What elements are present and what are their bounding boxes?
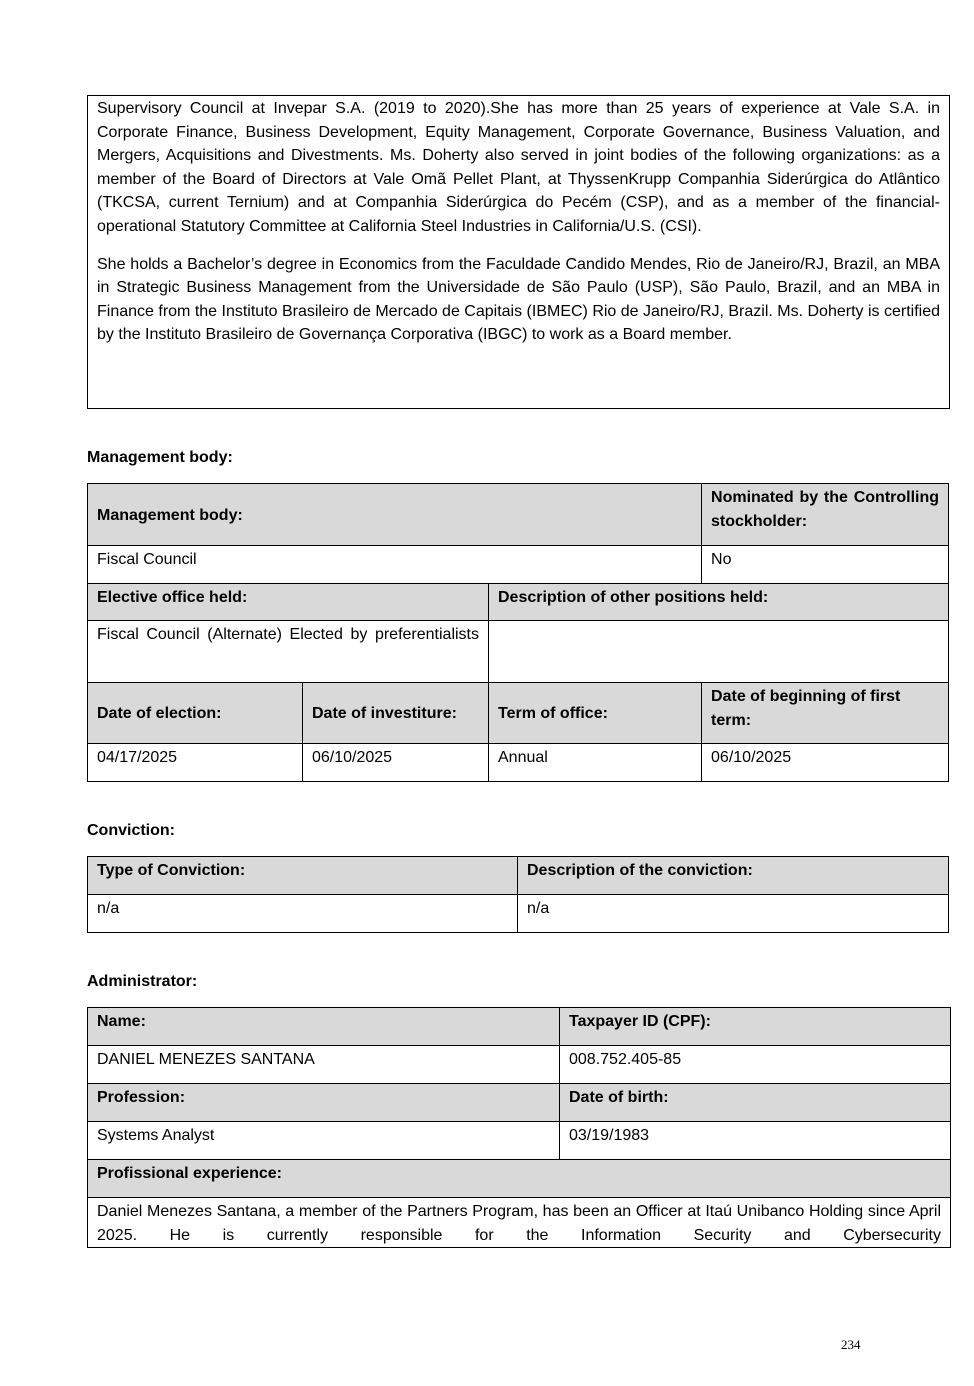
experience-label: Profissional experience:	[88, 1160, 951, 1198]
table-row	[88, 546, 949, 584]
administrator-section-title: Administrator:	[87, 973, 198, 990]
conviction-description-label: Description of the conviction:	[518, 857, 949, 895]
investiture-date-label: Date of investiture:	[303, 683, 489, 744]
biography-paragraph-2: She holds a Bachelor’s degree in Economics from the Faculdade Candido Mendes, Rio de Janeiro/RJ, Brazil, an MBA in Strategic Business Management from the Universidade de São Paulo (USP), São Paulo, Brazil, and an MBA in Finance from the Instituto Brasileiro de Mercado de Capitais (IBMEC) Rio de Janeiro/RJ, Brazil. Ms. Doherty is certified by the Instituto Brasileiro de Governança Corporativa (IBGC) to work as a Board member.	[97, 255, 940, 344]
other-positions-value	[489, 621, 949, 683]
birth-date-value: 03/19/1983	[560, 1122, 951, 1160]
experience-value: Daniel Menezes Santana, a member of the Partners Program, has been an Officer at Itaú Unibanco Holding since April 2025. He is currently responsible for the Information Security and Cybersecurity	[88, 1198, 951, 1248]
table-row	[88, 484, 949, 546]
management-body-value: Fiscal Council	[88, 546, 702, 584]
other-positions-label: Description of other positions held:	[489, 584, 949, 621]
table-row	[88, 1198, 951, 1248]
name-label: Name:	[88, 1008, 560, 1046]
first-term-value: 06/10/2025	[702, 744, 949, 782]
profession-label: Profession:	[88, 1084, 560, 1122]
conviction-table	[87, 856, 949, 933]
investiture-date-value: 06/10/2025	[303, 744, 489, 782]
cpf-value: 008.752.405-85	[560, 1046, 951, 1084]
election-date-value: 04/17/2025	[88, 744, 303, 782]
table-row	[88, 1160, 951, 1198]
table-row	[88, 1046, 951, 1084]
administrator-table	[87, 1007, 951, 1248]
profession-value: Systems Analyst	[88, 1122, 560, 1160]
biography-box	[87, 95, 950, 409]
name-value: DANIEL MENEZES SANTANA	[88, 1046, 560, 1084]
biography-paragraph-1: Supervisory Council at Invepar S.A. (2019 to 2020).She has more than 25 years of experience at Vale S.A. in Corporate Finance, Business Development, Equity Management, Corporate Governance, Business Valuation, and Mergers, Acquisitions and Divestments. Ms. Doherty also served in joint bodies of the following organizations: as a member of the Board of Directors at Vale Omã Pellet Plant, at ThyssenKrupp Companhia Siderúrgica do Atlântico (TKCSA, current Ternium) and at Companhia Siderúrgica do Pecém (CSP), and as a member of the financial-operational Statutory Committee at California Steel Industries in California/U.S. (CSI).	[97, 100, 940, 235]
conviction-type-value: n/a	[88, 895, 518, 933]
term-label: Term of office:	[489, 683, 702, 744]
conviction-section-title: Conviction:	[87, 822, 175, 839]
election-date-label: Date of election:	[88, 683, 303, 744]
table-row	[88, 1008, 951, 1046]
conviction-description-value: n/a	[518, 895, 949, 933]
nominated-value: No	[702, 546, 949, 584]
table-row	[88, 1084, 951, 1122]
table-row	[88, 1122, 951, 1160]
page-number: 234	[841, 1337, 861, 1352]
table-row	[88, 744, 949, 782]
table-row	[88, 621, 949, 683]
management-table	[87, 483, 949, 782]
table-row	[88, 584, 949, 621]
birth-date-label: Date of birth:	[560, 1084, 951, 1122]
cpf-label: Taxpayer ID (CPF):	[560, 1008, 951, 1046]
management-body-label: Management body:	[88, 484, 702, 546]
table-row	[88, 895, 949, 933]
first-term-label: Date of beginning of first term:	[702, 683, 949, 744]
term-value: Annual	[489, 744, 702, 782]
table-row	[88, 683, 949, 744]
elective-office-value: Fiscal Council (Alternate) Elected by preferentialists	[88, 621, 489, 683]
table-row	[88, 857, 949, 895]
management-section-title: Management body:	[87, 449, 233, 466]
nominated-label: Nominated by the Controlling stockholder:	[702, 484, 949, 546]
elective-office-label: Elective office held:	[88, 584, 489, 621]
conviction-type-label: Type of Conviction:	[88, 857, 518, 895]
